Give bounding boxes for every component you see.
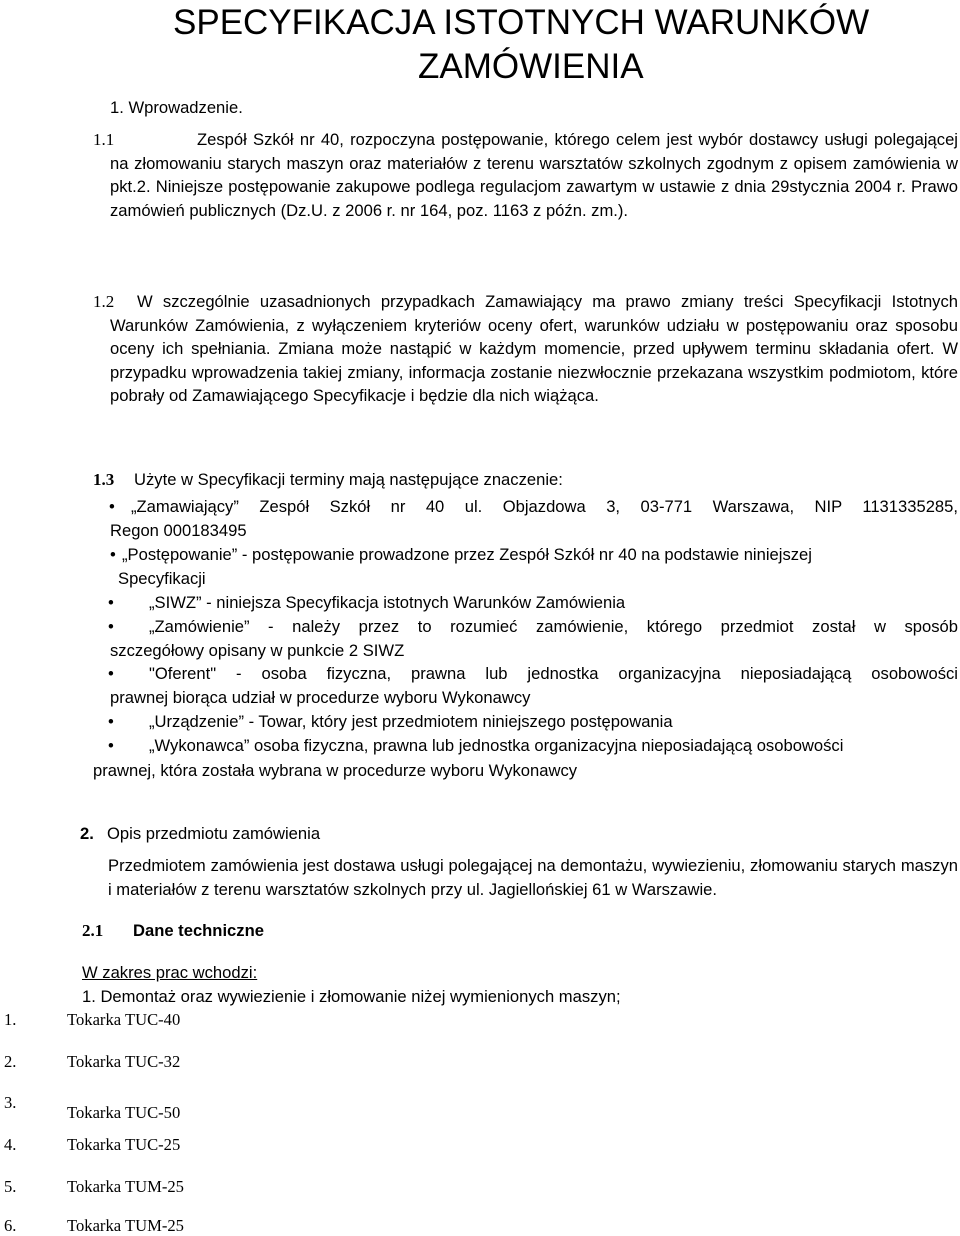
- machine-number: 1.: [4, 1010, 17, 1029]
- machine-item: [4, 1010, 180, 1030]
- machine-item: [4, 1177, 184, 1197]
- paragraph-1-3-number: 1.3: [93, 470, 115, 489]
- document-title-line2: ZAMÓWIENIA: [418, 47, 644, 86]
- definition-oferent: "Oferent" - osoba fizyczna, prawna lub jednostka organizacyjna nieposiadającą osobowości: [149, 664, 958, 683]
- machine-name: Tokarka TUC-25: [67, 1135, 181, 1154]
- bullet-marker: •: [108, 664, 114, 683]
- machine-item: [4, 1135, 180, 1155]
- definition-zamawiajacy-cont: Regon 000183495: [110, 521, 247, 540]
- definition-postepowanie-cont: Specyfikacji: [118, 569, 206, 588]
- bullet-marker: •: [108, 712, 114, 731]
- definition-wykonawca: „Wykonawca” osoba fizyczna, prawna lub jednostka organizacyjna nieposiadającą osobowości: [149, 736, 844, 755]
- machine-name: Tokarka TUC-40: [67, 1010, 181, 1029]
- paragraph-1-1-number: 1.1: [93, 130, 115, 149]
- section2-title: Opis przedmiotu zamówienia: [107, 824, 321, 843]
- definition-zamowienie: „Zamówienie” - należy przez to rozumieć zamówienie, którego przedmiot został w sposób: [149, 617, 958, 636]
- machine-number: 4.: [4, 1135, 17, 1154]
- definition-zamowienie-cont: szczegółowy opisany w punkcie 2 SIWZ: [110, 641, 405, 660]
- definition-zamawiajacy: „Zamawiający” Zespół Szkół nr 40 ul. Objazdowa 3, 03-771 Warszawa, NIP 1131335285,: [131, 497, 958, 516]
- paragraph-1-2: [93, 290, 958, 408]
- machine-name: Tokarka TUM-25: [67, 1216, 184, 1235]
- subsection-2-1-number: 2.1: [82, 921, 104, 940]
- definition-postepowanie: „Postępowanie” - postępowanie prowadzone przez Zespół Szkół nr 40 na podstawie niniejszej: [122, 545, 812, 564]
- machine-name: Tokarka TUC-32: [67, 1052, 181, 1071]
- bullet-marker: •: [110, 545, 116, 564]
- machine-item: [4, 1052, 180, 1072]
- bullet-marker: •: [108, 593, 114, 612]
- machine-number: 6.: [4, 1216, 17, 1235]
- paragraph-1-1: [93, 128, 958, 222]
- bullet-marker: •: [108, 736, 114, 755]
- document-title-line1: SPECYFIKACJA ISTOTNYCH WARUNKÓW: [173, 3, 870, 42]
- section2-heading: [80, 824, 320, 844]
- definition-siwz: „SIWZ” - niniejsza Specyfikacja istotnych Warunków Zamówienia: [149, 593, 626, 612]
- machine-number: 2.: [4, 1052, 17, 1071]
- machine-item: [4, 1216, 184, 1236]
- definition-oferent-cont: prawnej biorąca udział w procedurze wyboru Wykonawcy: [110, 688, 531, 707]
- paragraph-1-2-number: 1.2: [93, 292, 115, 311]
- subsection-2-1-heading: [82, 921, 264, 941]
- bullet-marker: •: [109, 497, 115, 516]
- subsection-2-1-title: Dane techniczne: [133, 921, 264, 940]
- bullet-marker: •: [108, 617, 114, 636]
- definition-urzadzenie: „Urządzenie” - Towar, który jest przedmiotem niniejszego postępowania: [149, 712, 673, 731]
- paragraph-1-2-text: W szczególnie uzasadnionych przypadkach Zamawiający ma prawo zmiany treści Specyfikacji Istotnych Warunków Zamówienia, z wyłączeniem kryteriów oceny ofert, warunków udziału w postępowaniu oraz sposobu oceny ich spełniania. Zmiana może nastąpić w każdym momencie, przed upływem terminu składania ofert. W przypadku wprowadzenia takiej zmiany, informacja zostanie niezwłocznie przekazana wszystkim podmiotom, które pobrały od Zamawiającego Specyfikacje i będzie dla nich wiążąca.: [110, 292, 958, 406]
- definition-wykonawca-cont: prawnej, która została wybrana w procedurze wyboru Wykonawcy: [93, 761, 578, 780]
- paragraph-1-1-text: Zespół Szkół nr 40, rozpoczyna postępowanie, którego celem jest wybór dostawcy usługi polegającej na złomowaniu starych maszyn oraz materiałów z terenu warsztatów szkolnych zgodnym z opisem zamówienia w pkt.2. Niniejsze postępowanie zakupowe podlega regulacjom zawartym w ustawie z dnia 29stycznia 2004 r. Prawo zamówień publicznych (Dz.U. z 2006 r. nr 164, poz. 1163 z późn. zm.).: [110, 130, 958, 220]
- machine-number: 3.: [4, 1093, 17, 1112]
- section1-heading: 1. Wprowadzenie.: [110, 98, 243, 117]
- paragraph-1-3-text: Użyte w Specyfikacji terminy mają następujące znaczenie:: [134, 470, 563, 489]
- section2-description: Przedmiotem zamówienia jest dostawa usługi polegającej na demontażu, wywiezieniu, złomowaniu starych maszyn i materiałów z terenu warsztatów szkolnych przy ul. Jagiellońskiej 61 w Warszawie.: [108, 856, 958, 899]
- paragraph-1-3: [93, 470, 563, 490]
- machine-name: Tokarka TUC-50: [67, 1103, 181, 1122]
- scope-label: W zakres prac wchodzi:: [82, 963, 258, 982]
- machine-name: Tokarka TUM-25: [67, 1177, 184, 1196]
- section2-number: 2.: [80, 824, 94, 843]
- machine-number: 5.: [4, 1177, 17, 1196]
- scope-item: 1. Demontaż oraz wywiezienie i złomowanie niżej wymienionych maszyn;: [82, 987, 621, 1006]
